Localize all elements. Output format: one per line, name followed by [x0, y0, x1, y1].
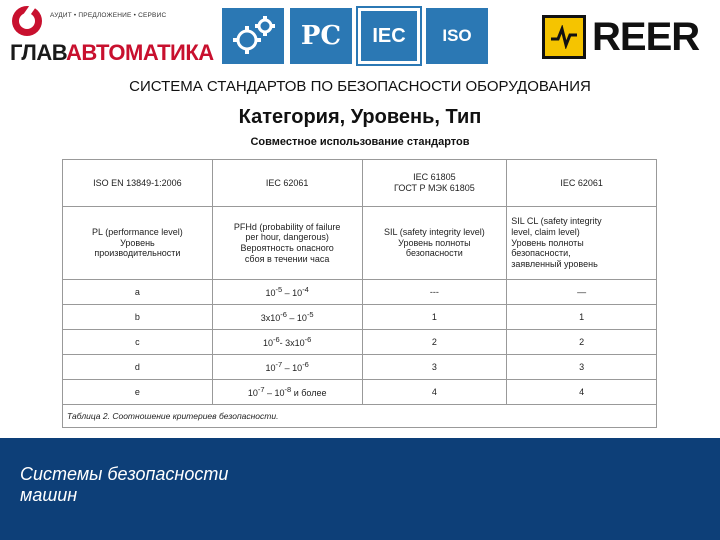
iso-icon: ISO [426, 8, 488, 64]
iec-icon: IEC [358, 8, 420, 64]
sil-cell: 1 [362, 305, 507, 330]
sil-cell: 4 [362, 380, 507, 405]
silcl-cell: 2 [507, 330, 657, 355]
pfh-exp: -8 [284, 384, 292, 394]
silcl-cell: — [507, 280, 657, 305]
gears-icon [222, 8, 284, 64]
table-row [63, 280, 657, 305]
pl-cell: e [63, 380, 213, 405]
pfh-base: 10 [265, 287, 276, 298]
gears-svg [227, 12, 279, 60]
pfh-cell [212, 355, 362, 380]
silcl-cell: 4 [507, 380, 657, 405]
table-header-row [63, 160, 657, 207]
pfh-sep: – 10 [282, 362, 303, 373]
header-cell: ISO EN 13849-1:2006 [63, 160, 213, 207]
pfh-exp: -7 [275, 359, 283, 369]
pfh-sep: – 10 [282, 287, 303, 298]
header-cell: IEC 62061 [212, 160, 362, 207]
pfh-base: 10 [247, 387, 258, 398]
footer-title: Системы безопасности машин [20, 464, 229, 505]
sil-cell: 3 [362, 355, 507, 380]
pfh-suffix: и более [291, 387, 327, 398]
description-cell: PL (performance level) Уровень производительности [63, 207, 213, 280]
rst-icon: РС [290, 8, 352, 64]
reer-logo [542, 14, 699, 60]
sil-cell: --- [362, 280, 507, 305]
table-row [63, 330, 657, 355]
header-cell: IEC 61805 ГОСТ Р МЭК 61805 [362, 160, 507, 207]
table-row [63, 380, 657, 405]
pfh-sep: - 3x10 [279, 337, 305, 348]
pfh-exp: -6 [272, 334, 280, 344]
table-row [63, 355, 657, 380]
table-caption-row [63, 405, 657, 428]
pl-cell: a [63, 280, 213, 305]
pfh-exp: -6 [304, 334, 312, 344]
brand-name [10, 40, 214, 66]
description-cell: PFHd (probability of failure per hour, dangerous) Вероятность опасного сбоя в течении часа [212, 207, 362, 280]
page-headline: СИСТЕМА СТАНДАРТОВ ПО БЕЗОПАСНОСТИ ОБОРУДОВАНИЯ [129, 78, 591, 95]
reer-wordmark: REER [592, 14, 700, 59]
table-description-row [63, 207, 657, 280]
header-cell: IEC 62061 [507, 160, 657, 207]
pfh-base: 10 [265, 362, 276, 373]
logo-mark-icon [12, 6, 42, 36]
company-logo [6, 6, 214, 66]
pfh-sep: – 10 [264, 387, 285, 398]
table-caption: Таблица 2. Соотношение критериев безопасности. [63, 405, 657, 428]
pfh-cell [212, 380, 362, 405]
page-subtitle: Совместное использование стандартов [250, 136, 470, 148]
pfh-sep: – 10 [286, 312, 307, 323]
brand-name-part2: АВТОМАТИКА [66, 40, 214, 65]
pfh-cell [212, 305, 362, 330]
description-cell: SIL (safety integrity level) Уровень полноты безопасности [362, 207, 507, 280]
brand-name-part1: ГЛАВ [10, 40, 67, 65]
pfh-exp: -4 [302, 284, 309, 294]
reer-mark-icon [542, 15, 586, 59]
standards-badges [222, 8, 488, 64]
pl-cell: b [63, 305, 213, 330]
pfh-base: 10 [262, 337, 273, 348]
pfh-exp: -6 [280, 309, 287, 319]
table-row [63, 305, 657, 330]
pfh-exp: -5 [306, 309, 314, 319]
standards-table [62, 159, 657, 428]
pfh-exp: -6 [302, 359, 309, 369]
silcl-cell: 3 [507, 355, 657, 380]
sil-cell: 2 [362, 330, 507, 355]
pfh-exp: -5 [275, 284, 283, 294]
page-title: Категория, Уровень, Тип [238, 106, 482, 128]
reer-wave-svg [549, 25, 579, 49]
description-cell: SIL CL (safety integrity level, claim level) Уровень полноты безопасности, заявленный уровень [507, 207, 657, 280]
pfh-cell [212, 280, 362, 305]
silcl-cell: 1 [507, 305, 657, 330]
pfh-cell [212, 330, 362, 355]
pl-cell: d [63, 355, 213, 380]
pfh-exp: -7 [257, 384, 265, 394]
pfh-base: 3x10 [260, 312, 281, 323]
brand-tagline: АУДИТ • ПРЕДЛОЖЕНИЕ • СЕРВИС [50, 12, 167, 19]
pl-cell: c [63, 330, 213, 355]
